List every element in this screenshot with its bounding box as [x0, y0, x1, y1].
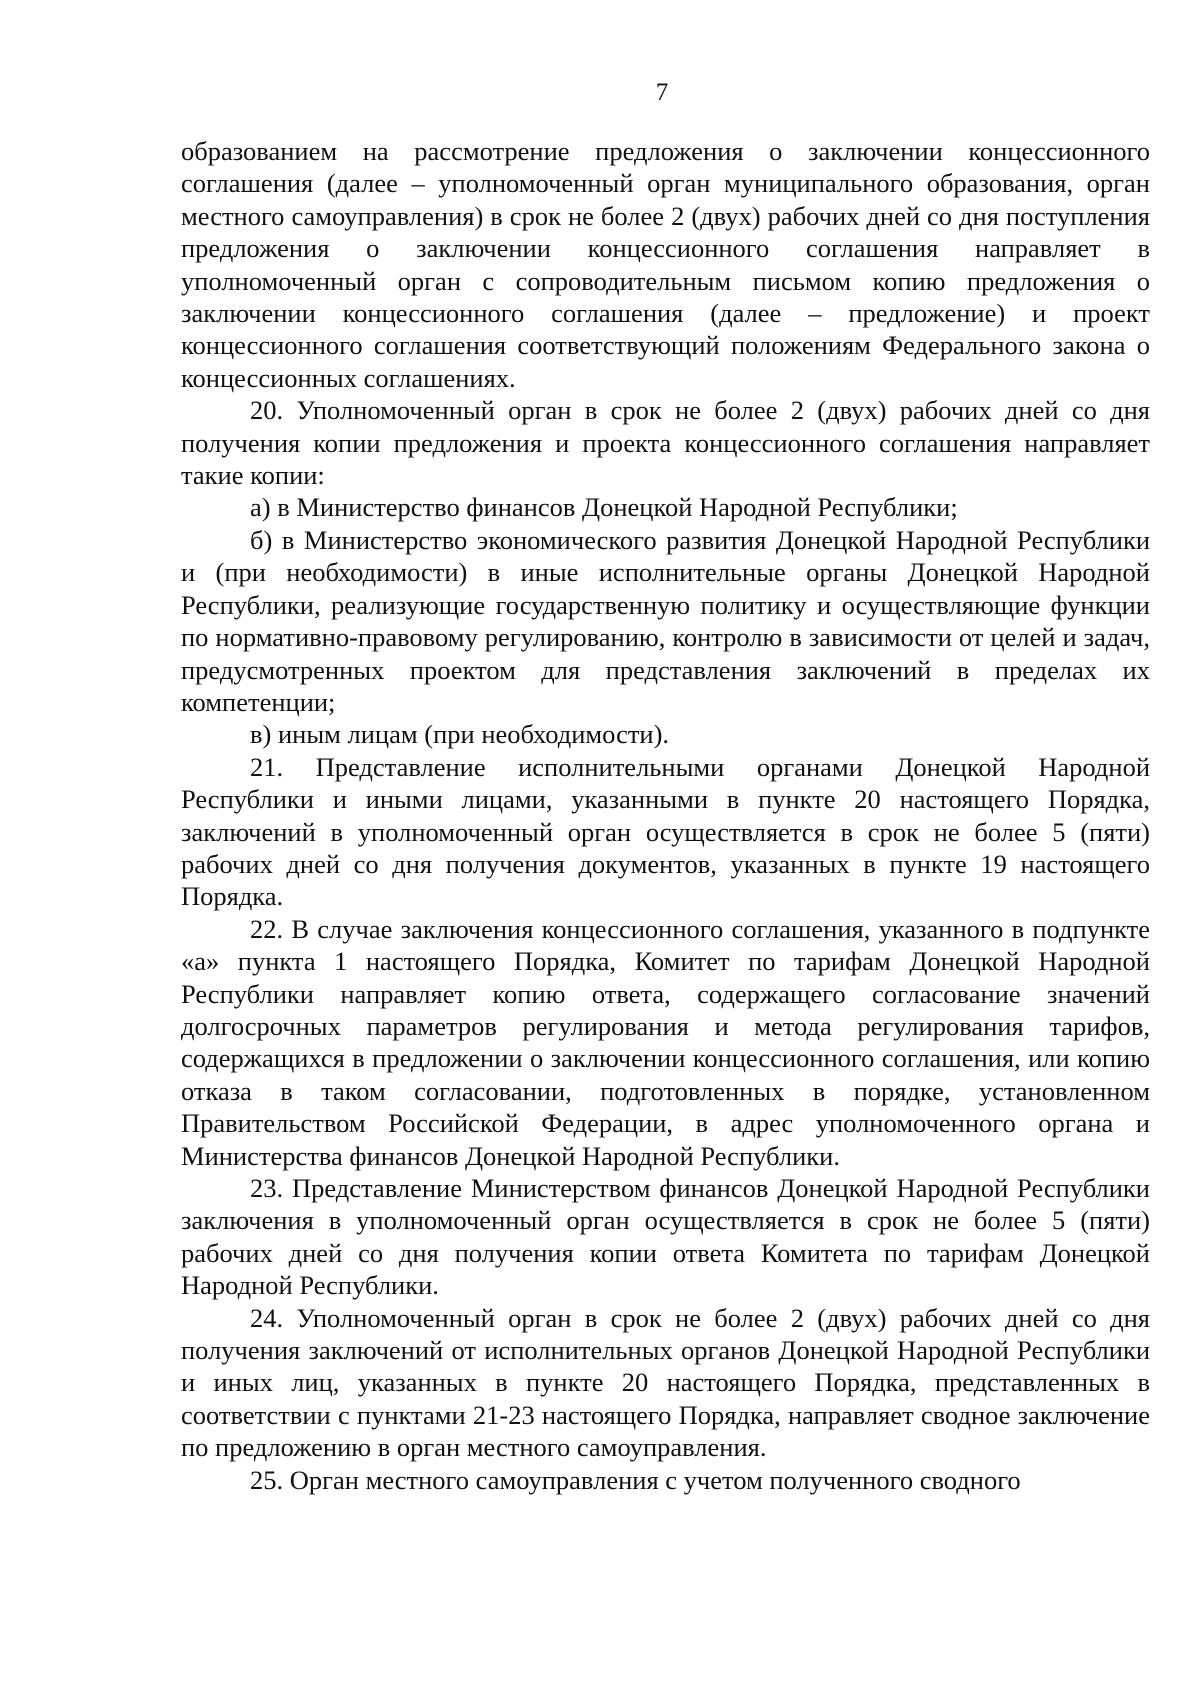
document-body [181, 135, 1150, 1496]
paragraph-25: 25. Орган местного самоуправления с учетом полученного сводного [250, 1464, 1021, 1495]
paragraph-21: 21. Представление исполнительными органами Донецкой Народной Республики и иными лицами, указанными в пункте 20 настоящего Порядка, заключений в уполномоченный орган осуществляется в срок не более 5 (пяти) рабочих дней со дня получения документов, указанных в пункте 19 настоящего Порядка. [181, 751, 1150, 912]
paragraph-24: 24. Уполномоченный орган в срок не более 2 (двух) рабочих дней со дня получения заключений от исполнительных органов Донецкой Народной Республики и иных лиц, указанных в пункте 20 настоящего Порядка, представленных в соответствии с пунктами 21-23 настоящего Порядка, направляет сводное заключение по предложению в орган местного самоуправления. [181, 1302, 1150, 1463]
paragraph-20-item-b: б) в Министерство экономического развития Донецкой Народной Республики и (при необходимости) в иные исполнительные органы Донецкой Народной Республики, реализующие государственную политику и осуществляющие функции по нормативно-правовому регулированию, контролю в зависимости от целей и задач, предусмотренных проектом для представления заключений в пределах их компетенции; [181, 524, 1150, 717]
paragraph-22: 22. В случае заключения концессионного соглашения, указанного в подпункте «а» пункта 1 настоящего Порядка, Комитет по тарифам Донецкой Народной Республики направляет копию ответа, содержащего согласование значений долгосрочных параметров регулирования и метода регулирования тарифов, содержащихся в предложении о заключении концессионного соглашения, или копию отказа в таком согласовании, подготовленных в порядке, установленном Правительством Российской Федерации, в адрес уполномоченного органа и Министерства финансов Донецкой Народной Республики. [181, 913, 1150, 1171]
paragraph-20-item-v: в) иным лицам (при необходимости). [250, 719, 670, 750]
paragraph-20: 20. Уполномоченный орган в срок не более 2 (двух) рабочих дней со дня получения копии предложения и проекта концессионного соглашения направляет такие копии: [181, 395, 1150, 491]
paragraph-20-item-a: а) в Министерство финансов Донецкой Народной Республики; [250, 492, 958, 523]
page-number: 7 [655, 79, 669, 106]
paragraph-23: 23. Представление Министерством финансов Донецкой Народной Республики заключения в уполномоченный орган осуществляется в срок не более 5 (пяти) рабочих дней со дня получения копии ответа Комитета по тарифам Донецкой Народной Республики. [181, 1173, 1150, 1301]
paragraph-continuation: образованием на рассмотрение предложения о заключении концессионного соглашения (далее – уполномоченный орган муниципального образования, орган местного самоуправления) в срок не более 2 (двух) рабочих дней со дня поступления предложения о заключении концессионного соглашения направляет в уполномоченный орган с сопроводительным письмом копию предложения о заключении концессионного соглашения (далее – предложение) и проект концессионного соглашения соответствующий положениям Федерального закона о концессионных соглашениях. [181, 136, 1150, 393]
